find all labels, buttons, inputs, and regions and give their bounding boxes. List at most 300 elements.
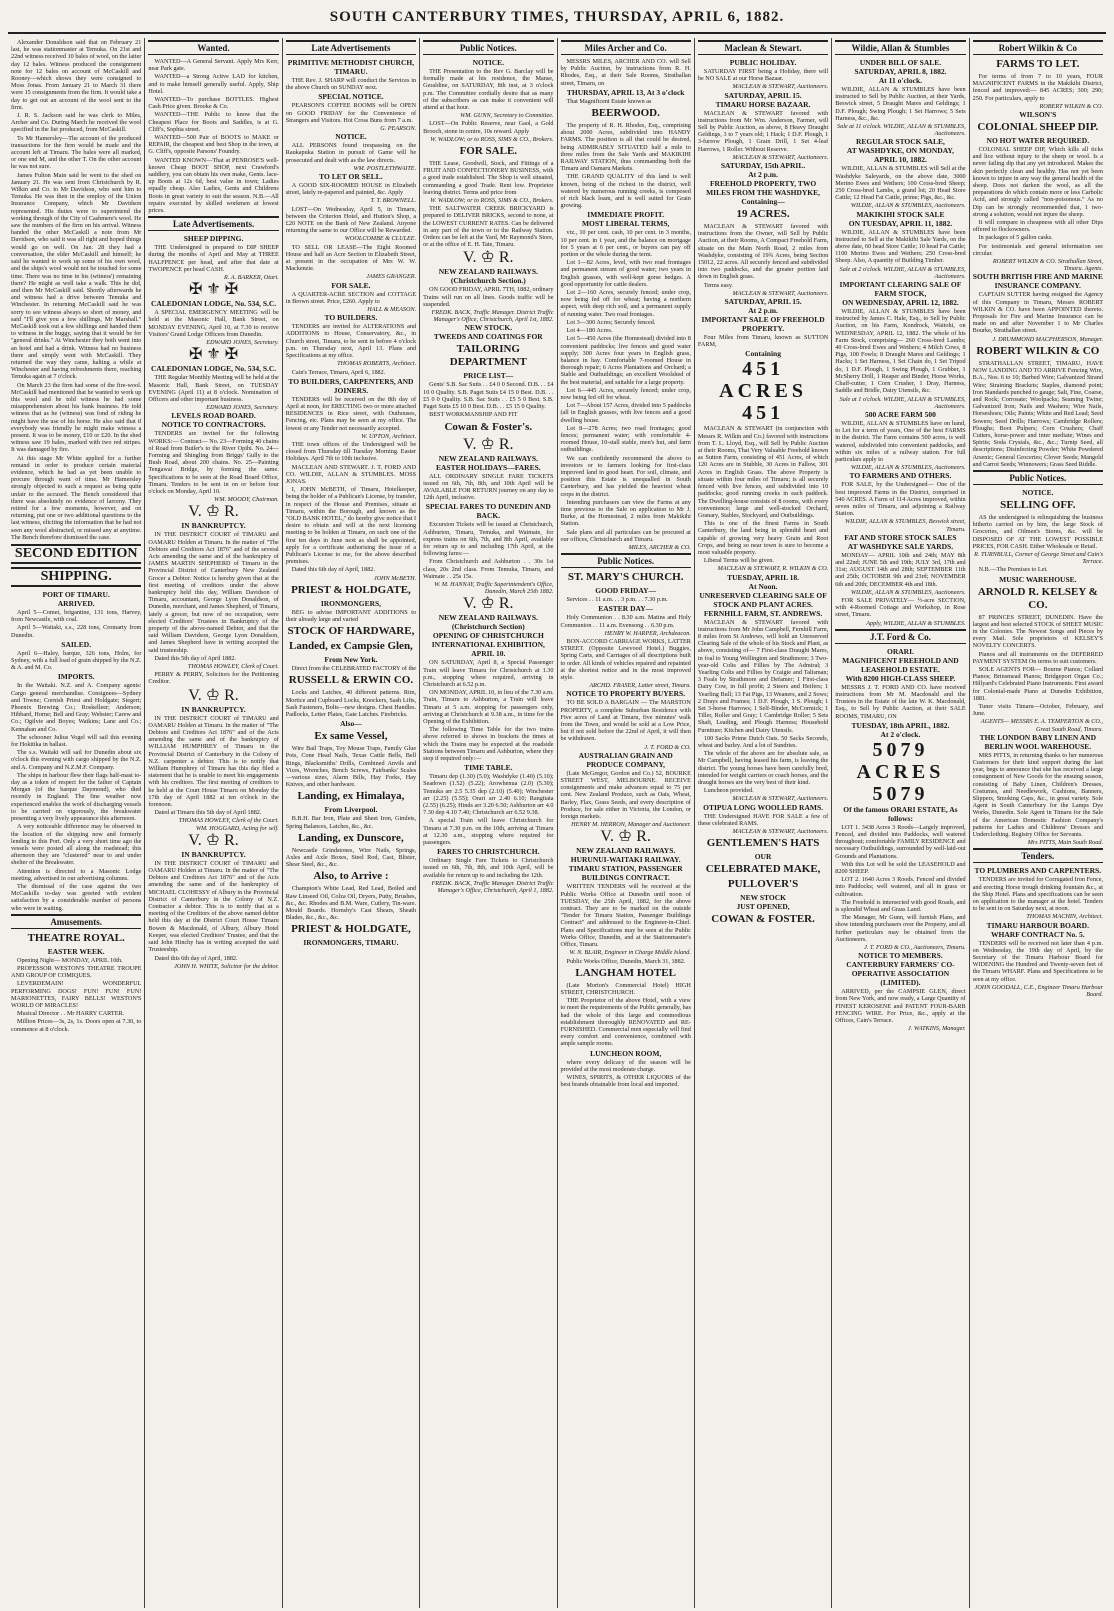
ad-heading: SAILED. bbox=[61, 639, 92, 649]
article-text: FOR SALE, by the Undersigned— One of the best improved Farms in the District, comprised in 540 ACRES. A Farm of 114 Acres improved, within seven miles of Timaru, and adjoining a Railway Station. bbox=[835, 481, 966, 518]
ad-heading: SPECIAL FARES TO DUNEDIN AND BACK. bbox=[425, 502, 551, 521]
display-line: PRIEST & HOLDGATE, bbox=[291, 583, 411, 596]
article-text: THE Undersigned HAVE FOR SALE a few of these celebrated RAMS. bbox=[697, 812, 829, 827]
article-text: Lot 6—445 Acres, securely fenced; under crop, now being fed off for wheat. bbox=[560, 386, 691, 401]
section-heading: Robert Wilkin & Co bbox=[973, 40, 1103, 55]
ad-heading: NOTICE TO MEMBERS. bbox=[858, 951, 943, 961]
ad-heading: FOR SALE. bbox=[331, 280, 371, 290]
article-text: ON MONDAY, APRIL 10, in lieu of the 7.30 a.m. Train, Timaru to Ashburton, a Train will leave Timaru at 5 a.m. stopping for passengers only, arriving at Christchurch at 9.38 a.m., in time for the Opening of the Exhibition. bbox=[423, 689, 554, 725]
article-text: Luncheon provided. bbox=[703, 787, 754, 795]
ad-heading: GOOD FRIDAY— bbox=[595, 586, 657, 596]
display-line: Landing, ex Himalaya, bbox=[297, 790, 405, 803]
display-line: BEERWOOD. bbox=[591, 107, 660, 120]
article-text: ON GOOD FRIDAY, APRIL 7TH, 1882, ordinary Trains will run on all lines. Goods traffic will be suspended. bbox=[423, 286, 554, 308]
article-text: Dated this 6th day of April, 1882. bbox=[154, 954, 238, 962]
section-heading: Wanted. bbox=[148, 40, 278, 55]
article-text: PEARSON'S COFFEE ROOMS will be OPEN on GOOD FRIDAY for the Convenience of Strangers and Visitors. Hot Cross Buns from 7 a.m. bbox=[285, 102, 417, 124]
article-text: The property of R. H. Rhodes, Esq., comprising about 2000 Acres, subdivided into HANDY FARMS. The position is all that could be desired, being ADMIRABLY SITUATED half a mile to three miles from the Sale Yards and MAKIKIHI RAILWAY STATION, thus commanding both the Timaru and Oamaru Markets. bbox=[560, 122, 691, 173]
article-text: The schooner Julius Vogel will sail this evening for Hokitika in ballast. bbox=[11, 733, 142, 749]
display-line: ARNOLD R. KELSEY & CO. bbox=[977, 585, 1098, 611]
section-heading: Late Advertisements bbox=[286, 40, 416, 55]
signature: Mrs PITTS, Main South Road. bbox=[1027, 839, 1103, 847]
article-text: MACLEAN & STEWART favored with instructions from Mr John Campbell, Fernhill Farm, 8 miles from St Andrews, will hold an Unreserved Clearing Sale of the whole of his Stock and Plant, as above, consisting of— 7 First-class Draught Mares, in foal to Young Wellington and Strathmore; 3 Two-year-old Colts and Fillies by The Admiral; 3 Yearling Colts and Fillies by Craigie and Talisman; 3 Foals by Strathmore and Defamer; 1 First-class Dairy Cow, in full profit; 2 Steers and Heifers; 1 Yearling Bull; 13 Fat Pigs, 13 Weaners, and 2 Sows; 2 Drays and Frames; 1 D.F. Plough, 1 S. Plough; 1 Set 3-horse Harrows; 1 Self-Binder, McCormick; 1 Tiller, Roller and Gray; 1 Cambridge Roller; 5 Sets Shaft, Leading, and Plough Harness; Household Furniture; Kitchen and Dairy Utensils. bbox=[697, 618, 829, 734]
section-heading: Public Notices. bbox=[973, 470, 1103, 485]
ad-heading: At 2 p.m. bbox=[748, 170, 778, 180]
ad-heading: OPENING OF CHRISTCHURCH INTERNATIONAL EXHIBITION, APRIL 10. bbox=[431, 631, 545, 659]
article-text: Lot 3—300 Acres; Securely fenced. bbox=[566, 318, 656, 326]
display-line: PULLOVER'S bbox=[727, 878, 799, 891]
signature: WOOLCOMBE & CLULEE. bbox=[344, 235, 417, 243]
article-text: IN THE DISTRICT COURT of TIMARU and OAMARU Holden at Timaru. In the matter of "The Debtors and Creditors Act 1876" and of the Acts amending the same and of the bankruptcy of MICHAEL CLOHESSY of Albury in the Provincial District of Canterbury in the Colony of N.Z. Contractor a debtor. This is to notify that at a meeting of the Creditors of the above named debtor held this day at the District Court House Timaru Bowen & Macdonald, of Albury, Albury Hotel Keeper, was elected Creditors' Trustee, and that the said John Hinchy has in writing accepted the said Trusteeship. bbox=[148, 859, 279, 954]
article-text: SOLE AGENTS FOR— Bourne Pianos; Collard Pianos; Brinsmead Pianos; Bridgeport Organ Co.; Hillyard's Celebrated Piano Instruments. First award for Colonial-made Piano at Dunedin Exhibition, 1881. bbox=[972, 665, 1103, 702]
display-line: SELLING OFF. bbox=[1000, 498, 1076, 511]
article-text: THE Presentation to the Rev G. Barclay will be formally made at his residence, the Manse, Geraldine, on SATURDAY, 8th inst, at 3 o'clock p.m. The Committee cordially desire that as many of the subscribers as can make it convenient will attend at that hour. bbox=[423, 68, 554, 112]
article-text: Tuner visits Timaru—October, February, and June. bbox=[972, 703, 1103, 718]
article-text: At this stage Mr White applied for a further remand in order to produce certain material evidence, which he had as yet been unable to procure through want of time. Mr Hamersley strongly objected to such a request as being quite unfair to the accused. The Bench considered that there was absolutely no evidence of larceny. They retired for a few moments, however, and on returning, put one or two additional questions to the last witness, eliciting the information that he had not seen any wool abstracted, or missed any at anytime. The Bench therefore dismissed the case. bbox=[11, 454, 142, 541]
signature: ROBERT WILKIN & CO. Strathallan Street, Timaru. Agents. bbox=[992, 258, 1103, 273]
signature: HENRY M. HERRON, Manager and Auctioneer. bbox=[571, 821, 691, 829]
ad-heading: THE LONDON BABY LINEN AND BERLIN WOOL WAREHOUSE. bbox=[979, 732, 1097, 751]
article-text: Newcastle Grindstones, Wire Nails, Springs, Axles and Axle Boxes, Steel Rod, Cast, Blister, Shear Steel, &c., &c. bbox=[285, 846, 417, 869]
article-text: WILDIE, ALLAN & STUMBLES have been instructed by James C. Hale, Esq., to Sell by Public Auction, on his Farm, Kondrock, Waitohi, on WEDNESDAY, APRIL 12, 1882. The whole of his Farm Stock, comprising— 260 Cross-bred Lambs; 40 Cross-bred Ewes and Wethers; 4 Milch Cows, 8 Pigs, 100 Fowls; 8 Draught Mares and Geldings; 1 Hacks; 1 Set Harness, 1 Set Chain do, 1 Set Tripod do, 1 D.F. Plough, 1 Swing Plough, 1 Grubber, 1 McSherry Drill, 1 Reaper and Binder, Horse Works, Chaff-cutter, 1 Corn Crusher, 1 Dray, Harness, Saddle and Bridle, Dairy Utensils, &c. bbox=[835, 308, 966, 395]
article-text: WANTED—To purchase BOTTLES. Highest Cash Price given. Brooke & Co. bbox=[148, 96, 279, 111]
section-banner: SECOND EDITION bbox=[11, 544, 141, 564]
article-text: TENDERS are invited for ALTERATIONS and ADDITIONS to House, Conservatory, &c., in Church street, Timaru, to be sent in before 4 o'clock p.m. on Thursday next, April 13. Plans and Specifications at my office. bbox=[285, 323, 417, 360]
article-text: WILDIE, ALLAN & STUMBLES have been instructed to Sell by Public Auction, at their Yards, Beswick street, 5 Draught Mares and Geldings; 1 D.F. Plough; Swing Plough; 1 Set Harrows; 5 Sets Harness, &c., &c. bbox=[835, 86, 966, 122]
display-line: TAILORING DEPARTMENT bbox=[449, 343, 527, 369]
article-text: MESSRS J. T. FORD AND CO. have received instructions from Mr M. Macdonald and the Trustees in the Estate of the late W. K. Macdonald, Esq., to Sell by Public Auction, at their SALE ROOMS, TIMARU, ON bbox=[835, 683, 966, 720]
ad-heading: ON TUESDAY, APRIL 11, 1882. bbox=[848, 218, 953, 228]
ad-heading: CALEDONIAN LODGE, No. 534, S.C. bbox=[150, 299, 277, 309]
signature: WM. POSTLETHWAITE. bbox=[353, 164, 417, 172]
article-text: THE Rev. J. SHARP will conduct the Services in the above Church on SUNDAY next. bbox=[285, 77, 417, 92]
ad-heading: TO LET OR SELL. bbox=[319, 172, 383, 182]
ad-heading: EASTER DAY— bbox=[598, 604, 654, 614]
article-text: From Christchurch and Ashburton . . 30s 1st class, 20s 2nd class. From Temuka, Timaru, and Waimate . . 25s 15s. bbox=[423, 558, 554, 580]
ad-heading: From Liverpool. bbox=[324, 805, 378, 815]
article-text: To Mr Hamersley—The account of the produced transactions for the firm would be made and the account left at Timaru. The bales were all marked, or one end M, and the other T. On the other account he was not sure. bbox=[11, 134, 142, 171]
article-text: James Fulton Main said he went to the shed on January 21. He was sent from Christchurch by R. Wilkin and Co. to Mr Davidson, who sent him to Temuka. He was then in the employ of the Union Insurance Company, which Mr Davidson represented. His duties were to superintend the working through of the City of Cashmere's wool. He saw the numbers of the firm on his arrival. Witness handed the other McCaskill a note from Mr Davidson, who said it was all right and hoped things would go on well. On Jan. 28 they had a conversation, the elder McCaskill and himself; he said he wanted to work up some of his own wool, and the ships's wool would not be touched for some time. There was no time in his (witness') remaining there? He might as well take a walk. This he did, and then Mr McCaskill said. Shortly afterwards he and witness had a drive between Temuka and Winchester. In returning McCaskill said he was sorry to see witness always so short of money, and said "I'll give you a few shillings, Mr Marshall." McCaskill took out a few shillings and handed them to witness in the buggy, saying that it would be for "general drinks." At Winchester they both went into an hotel and had a drink. Witness had no business there and simply went with McCaskill. They returned the way they came, halting a while at Winchester and having refreshments there, reaching Temuka again at 7 o'clock. bbox=[11, 171, 142, 381]
royal-crest-icon: ✠ ⚜ ✠ bbox=[188, 346, 239, 364]
article-text: For testimonials and general information see circular. bbox=[972, 242, 1103, 257]
article-text: THE Lease, Goodwill, Stock, and Fittings of a FRUIT AND CONFECTIONERY BUSINESS, with a good trade established. The Shop is well situated, commanding a good Trade. Rent low. Proprietor leaving district. Terms and price from bbox=[423, 160, 554, 196]
article-text: A QUARTER-ACRE SECTION and COTTAGE in Brown street. Price, £260. Apply to bbox=[285, 290, 417, 305]
signature: J. WATKINS, Manager. bbox=[908, 1025, 966, 1033]
column-2 bbox=[145, 38, 282, 1608]
signature: WILDIE, ALLAN & STUMBLES, Auctioneers. bbox=[850, 464, 966, 472]
ad-heading: (Christchurch Section) bbox=[451, 622, 525, 632]
acreage-figure: 451 ACRES 451 bbox=[719, 358, 807, 425]
signature: WILDIE, ALLAN & STUMBLES, Auctioneers. bbox=[850, 202, 966, 210]
article-text: Alexander Donaldson said that on February 21 last, he was stationmaster at Temuka. On 21st and 22nd witness received 10 bales of wool, on the latter day 12 bales. Witness produced the consignment note for 12 bales on account of McCaskill and Rooney—which shows they were consigned to Moss Jonas. From January 21 to March 31 there were 15 consignments from the firm. It would take a day to get out an account of the wool sent to the firm. bbox=[11, 39, 142, 111]
article-text: THE Regular Monthly Meeting will be held at the Masonic Hall, Bank Street, on TUESDAY EVENING (April 11) at 8 o'clock. Nomination of Officers and other important business. bbox=[148, 374, 279, 403]
section-heading: Maclean & Stewart. bbox=[698, 40, 828, 55]
ad-heading: TIMARU STATION, PASSENGER BUILDINGS CONTRACT. bbox=[568, 864, 683, 883]
signature: JOHN H. WHITE, Solicitor for the debtor. bbox=[174, 962, 279, 970]
article-text: This is one of the finest Farms in South Canterbury, the land being in splendid heart and capable of growing very heavy Grain and Root Crops, and being so near town is sure to become a most valuable property. bbox=[697, 520, 829, 556]
ad-heading: PORT OF TIMARU. bbox=[42, 590, 110, 600]
article-text: Lot 2—160 Acres, securely fenced; under crop, now being fed off for wheat; having a northern aspect, with deep rich soil, and a permanent supply of running water. Two road frontages. bbox=[560, 289, 691, 318]
article-text: Liberal Terms will be given. bbox=[703, 557, 774, 565]
ad-heading: MUSIC WAREHOUSE. bbox=[999, 574, 1077, 584]
ad-heading: NEW ZEALAND RAILWAYS. bbox=[576, 846, 676, 856]
royal-crest-icon: ✠ ⚜ ✠ bbox=[188, 281, 239, 299]
article-text: Opening Night— MONDAY, APRIL 10th. bbox=[17, 956, 123, 964]
article-text: PERRY & PERRY, Solicitors for the Petitioning Creditor. bbox=[148, 671, 279, 686]
ad-heading: TO BUILDERS. bbox=[324, 313, 378, 323]
signature: THOMAS MACHIN, Architect. bbox=[1026, 913, 1103, 921]
signature: THOMAS HOWLEY, Clerk of the Court. bbox=[178, 817, 279, 825]
signature: Sale at 11 o'clock. WILDIE, ALLAN & STUMBLES, Auctioneers. bbox=[837, 123, 966, 138]
signature: Apply, WILDIE, ALLAN & STUMBLES. bbox=[866, 619, 966, 627]
article-text: THE SALTWATER CREEK BRICKYARD is prepared to DELIVER BRICKS, second to none, at the LOWEST CURRENT RATES. Can be delivered in any part of the town or to the Railway Station. Orders can be left at the Yard, Mr Raymond's Store, or at the office of E. H. Tate, Timaru. bbox=[423, 205, 554, 249]
signature: MACLEAN & STEWART, R. WILKIN & CO. bbox=[717, 565, 829, 573]
article-text: MACLEAN & STEWART favored with instructions from the Owner, will Sell by Public Auction, at their Rooms, A Compact Freehold Farm, situate on the Main North Road, 2 miles from Washdyke, consisting of 19¾ Acres, being Section 15012, 22 acres. All securely fenced and subdivided into two paddocks, and the greater portion laid down in English grass. bbox=[697, 223, 829, 281]
ad-heading: At 2 p.m. bbox=[748, 306, 778, 316]
article-text: MRS PITTS, in returning thanks to her numerous Customers for their kind support during the last year, begs to announce that she has received a large consignment of New Goods for the ensuing season, consisting of Baby Linen, Children's Dresses, Costumes, and Needlework, Cushions, Banners, Slippers, Smoking Caps, &c., in great variety. Sole Agent in South Canterbury for the Lamps Dye Works, Dunedin. Sole Agent in Timaru for the Sale of the American Domestic Fashion Company's patterns for Ladies and Childrens' Dresses and Underclothing. Registry Office for Servants. bbox=[972, 751, 1103, 839]
article-text: LOST—On Public Reserve, near Gaol, a Gold Brooch, stone in centre, 10s reward. Apply bbox=[423, 120, 554, 135]
signature: MACLEAN & STEWART, Auctioneers. bbox=[732, 795, 829, 803]
article-text: COLONIAL SHEEP DIP, Which kills all ticks and lice without injury to the sheep or wool. Is a never failing dip that any yet introduced. Makes the skin perfectly clean and healthy. Has not yet been known to injure in any way the general health of the sheep. Does not darken the wool, as all the preparations do which contain more or less Carbolic Acid, and strongly called "non-poisonous." As no Dip can be strongly recommended that, 1 two-strong a solution, would not injure the sheep. bbox=[972, 146, 1103, 218]
display-line: LANGHAM HOTEL bbox=[575, 966, 676, 979]
ad-heading: LUNCHEON ROOM, bbox=[590, 1048, 662, 1058]
article-text: Million Prices—3s, 2s, 1s. Doors open at 7.30, to commence at 8 o'clock. bbox=[11, 1018, 142, 1033]
signature: T. T. BROWNELL. bbox=[370, 197, 417, 205]
article-text: Excursion Tickets will be issued at Christchurch, Ashburton, Timaru, Temuka, and Waimate, for express trains on 6th, 7th, and 8th April, available for return up to and including 17th April, at the following fares:— bbox=[423, 521, 554, 558]
ad-heading: TIME TABLE. bbox=[464, 763, 513, 773]
ad-heading: LEVELS ROAD BOARD. bbox=[171, 411, 256, 421]
display-line: Ex same Vessel, bbox=[314, 730, 388, 743]
article-text: Four Miles from Timaru, known as SUTTON FARM, bbox=[697, 334, 829, 349]
ad-heading: (Christchurch Section.) bbox=[450, 276, 526, 286]
signature: FREDK. BACK, Traffic Manager. District Traffic Manager's Office, Christchurch, April 1, 1882. bbox=[431, 879, 554, 895]
article-text: J. R. S. Jackson said he was clerk to Miles, Archer and Co. During March he received the wool specified in the list produced, from McCaskill. bbox=[11, 112, 142, 134]
display-line: 19 ACRES. bbox=[736, 208, 790, 221]
signature: EDWARD JONES, Secretary. bbox=[206, 404, 279, 412]
royal-crest-icon: V. ♔ R. bbox=[600, 828, 651, 846]
section-heading: Amusements. bbox=[11, 914, 141, 929]
article-text: 87 PRINCES STREET, DUNEDIN. Have the largest and best selected STOCK of SHEET MUSIC in the Colonies. The Newest Songs and Pieces by every Mail. Sole proprietors of KELSEY'S NOVELTY CONCERTS. bbox=[972, 613, 1103, 650]
article-text: 100 Sacks Prime Dutch Oats. 50 Sacks Seconds, wheat and barley. And a lot of Sundries. bbox=[697, 734, 829, 749]
ad-heading: CALEDONIAN LODGE, No. 534, S.C. bbox=[150, 364, 277, 374]
article-text: where every delicacy of the season will be provided at the most moderate charge. bbox=[560, 1058, 691, 1073]
signature: THOMAS HOWLEY, Clerk of Court. bbox=[187, 663, 279, 670]
ad-heading: NEW STOCK bbox=[740, 893, 786, 903]
ad-heading: SPECIAL NOTICE. bbox=[318, 92, 384, 102]
article-text: LOST—On Wednesday, April 5, in Timaru, between the Criterion Hotel, and Hutton's Shop, a £20 NOTE on the Bank of New Zealand. Anyone returning the same to our Office will be Rewarded. bbox=[285, 205, 417, 235]
signature: WILDIE, ALLAN & STUMBLES, Beswick street, Timaru. bbox=[844, 518, 966, 533]
article-text: Attention is directed to a Masonic Lodge meeting, advertised in our advertising columns. bbox=[11, 867, 142, 882]
ad-heading: AUSTRALIAN GRAIN AND PRODUCE COMPANY, bbox=[578, 750, 673, 769]
article-text: The dismissal of the case against the two McCaskills to-day was greeted with evident satisfaction by a considerable number of persons who were in waiting. bbox=[11, 882, 142, 912]
ad-heading: WHARF CONTRACT No. 5. bbox=[991, 929, 1085, 939]
section-heading: Late Advertisements. bbox=[148, 216, 278, 231]
article-text: Champion's White Lead, Red Lead, Boiled and Raw Linseed Oil, Colza Oil, Dryers, Putty, Brushes, &c., &c. Rhodes and B.M. Ware, Cutlery, Tin-ware. Mould Boards. Hornsby's Cast Shears, Sheath Blades, &c., &c., &c. bbox=[285, 885, 417, 922]
article-text: Pianos and all instruments on the DEFERRED PAYMENT SYSTEM On terms to suit customers. bbox=[972, 650, 1103, 665]
signature: HENRY W. HARPER, Archdeacon. bbox=[604, 629, 691, 637]
article-text: Cain's Terrace, Timaru, April 6, 1882. bbox=[291, 368, 386, 376]
ad-heading: Containing bbox=[745, 349, 781, 359]
article-text: WINES, SPIRITS, & OTHER LIQUORS of the best brands obtainable from local and imported. bbox=[560, 1073, 691, 1089]
display-line: THEATRE ROYAL. bbox=[27, 931, 125, 944]
article-text: CAPTAIN SUTTER having resigned the Agency of this Company in Timaru, Messrs ROBERT WILKIN & CO. have been APPOINTED thereto. Proposals for Fire and Marine Insurance can be made on and after November 1 to Mr Charles Bourke, Strathallan street. bbox=[972, 291, 1103, 335]
signature: G. PEARSON. bbox=[380, 125, 417, 133]
ad-heading: ORARI. bbox=[886, 646, 914, 656]
ad-heading: SOUTH BRITISH FIRE AND MARINE INSURANCE COMPANY. bbox=[972, 272, 1103, 291]
ad-heading: IMMEDIATE PROFIT. bbox=[587, 210, 665, 220]
signature: R. A. BARKER, Otari. bbox=[224, 274, 279, 282]
article-text: LEVERDEMAIN! WONDERFUL PERFORMING DOGS! FUN! FUN! FUN! MARIONETTES, FAIRY BELLS! WESTON'S WORLD OF MIRACLES! bbox=[11, 980, 142, 1009]
royal-crest-icon: V. ♔ R. bbox=[463, 595, 514, 613]
ad-heading: OUR bbox=[754, 852, 772, 862]
article-text: TENDERS are invited for Corrugated Iron Fence, and erecting Horse trough drinking fountain &c., at the Ship Hotel. Plans and specifications can be seen on application to the manager at the hotel. Tenders to be sent in on Saturday next, at noon. bbox=[972, 876, 1103, 913]
article-text: ARRIVED, per the CAMPSIE GLEN, direct from New York, and now ready, a Large Quantity of FINEST KEROSENE and PATENT FOUR-BARB FENCING WIRE. For Price, &c., apply at the Offices, Cain's Terrace. bbox=[835, 988, 966, 1025]
article-text: A very noticeable difference may be observed in the location of the shipping now and formerly lending to this Port. Only a very short time ago the vessels were posted all along the roadstead; this afternoon they are "clustered" near to and under shelter of the Breakwater. bbox=[11, 823, 142, 867]
royal-crest-icon: V. ♔ R. bbox=[463, 435, 514, 453]
ad-heading: SHEEP DIPPING. bbox=[183, 234, 244, 244]
ad-heading: UNRESERVED CLEARING SALE OF STOCK AND PLANT ACRES. bbox=[699, 590, 827, 609]
article-text: WANTED KNOWN—That at PENROSE'S well-known Cheap BOOT SHOP, next Crawford's saddlery, you can obtain his own make, Gents. lace-up Boots at 12s 6d, best value in town; Ladies equally cheap. Also Ladies, Gents and Childrens Boots in great variety to suit the season. N.B.—All repairs executed by skilled workmen at lowest prices. bbox=[148, 156, 279, 215]
display-line: COLONIAL SHEEP DIP. bbox=[977, 121, 1099, 134]
column-6 bbox=[695, 38, 832, 1608]
article-text: Musical Director . . Mr HARRY CARTER. bbox=[17, 1010, 125, 1018]
article-text: Gents' S.B. Sac Suits . . £4 0 0 Second. D.B. . . £4 10 0 Quality. S.B. Paget Suits £4 15 0 Best. D.B. . . £5 0 0 Quality. S.B. Sac Suits . . £5 5 0 Best. S.B. Paget Suits £5 10 0 Best. D.B. . . £5 15 0 Quality. bbox=[423, 381, 554, 411]
article-text: (Late McGregor, Gordon and Co.) 52, BOURKE STREET WEST, MELBOURNE. RECEIVE consignments and make advances equal to 75 per cent. New Zealand Produce, such as Oats, Wheat, Barley, Flax, Grass Seeds, and every description of Produce, for sale either in Victoria, the London, or foreign markets. bbox=[560, 769, 691, 821]
ad-heading: NEW ZEALAND RAILWAYS. bbox=[438, 613, 538, 623]
display-line: Landing, ex Dunscore, bbox=[298, 831, 404, 844]
article-text: The Manager, Mr Gunn, will furnish Plans, and show intending purchasers over the Property, and all further particulars may be obtained from the Auctioneers. bbox=[835, 914, 966, 943]
article-text: PROFESSOR WESTON'S THEATRE TROUPE AND GROUP OF COMIQUES. bbox=[11, 964, 142, 980]
ad-heading: PRICE LIST— bbox=[463, 371, 514, 381]
ad-heading: FAT AND STORE STOCK SALES bbox=[844, 532, 957, 542]
article-text: I, JOHN McBETH, of Timaru, Hotelkeeper, being the holder of a Publican's License, by transfer, in respect of the House and Premises, situate at Timaru, within the Borough, and known as the "OLD BANK HOTEL," do hereby give notice that I desire to obtain and will at the next licensing meeting to be holden at Timaru, on such one of the first ten days in June next as shall be appointed, apply for a certificate authorising the issue of a Publican's License to me, for the above described premises. bbox=[285, 486, 417, 566]
ad-heading: TUESDAY, APRIL 18. bbox=[727, 572, 800, 582]
article-text: The following Time Table for the two trains above referred to shows in brackets the times at which the Trains may be expected at the roadside Stations between Timaru and Ashburton, where they stop if required only:— bbox=[423, 726, 554, 762]
ad-heading: IMPORTANT SALE OF FREEHOLD PROPERTY. bbox=[701, 315, 825, 334]
display-line: ROBERT WILKIN & CO bbox=[976, 344, 1100, 357]
ad-heading: IMPORTS. bbox=[57, 672, 95, 682]
ad-heading: NEW ZEALAND RAILWAYS. bbox=[438, 267, 538, 277]
article-text: The s.s. Waitaki will sail for Dunedin about six o'clock this evening with cargo shipped by the N.Z. and A. Company and N.Z.M.F. Company. bbox=[11, 749, 142, 771]
column-5 bbox=[558, 38, 695, 1608]
article-text: Lot 7—About 157 Acres, divided into 5 paddocks (all in English grasses, with live fences and a good dwelling house. bbox=[560, 402, 691, 424]
section-heading: Wildie, Allan & Stumbles bbox=[835, 40, 965, 55]
ad-heading: FARES TO CHRISTCHURCH. bbox=[437, 847, 540, 857]
section-banner: SHIPPING. bbox=[11, 567, 141, 587]
signature: JAMES GRANGER. bbox=[366, 273, 417, 281]
article-text: WILDIE, ALLAN & STUMBLES have been instructed to Sell at the Makikihi Sale Yards, on the above date, 60 head Store Cattle; 10 head Fat Cattle; 1100 Merino Ewes and Wethers; 250 Cross-bred Sheep. Also, A quantity of Building Timber. bbox=[835, 228, 966, 265]
signature: WILDIE, ALLAN & STUMBLES, Auctioneers. bbox=[850, 588, 966, 596]
ad-heading: NOTICE TO CONTRACTORS. bbox=[161, 420, 266, 430]
ad-heading: MAKIKIHI STOCK SALE bbox=[856, 209, 945, 219]
ad-heading: NEW ZEALAND RAILWAYS. bbox=[438, 453, 538, 463]
ad-heading: NOTICE. bbox=[335, 132, 367, 142]
article-text: WANTED—a Strong Active LAD for kitchen, and to make himself generally useful. Apply, Ship Hotel. bbox=[148, 73, 279, 95]
article-text: April 6—Haley, barque, 326 tons, Holm, for Sydney, with a full load of grain shipped by the N.Z. & A. and M. Co. bbox=[11, 649, 142, 672]
ad-heading: NO HOT WATER REQUIRED. bbox=[986, 136, 1090, 146]
article-text: WRITTEN TENDERS will be received at the Public Works Office at Dunedin until noon of TUESDAY, the 25th April, 1882, for the above contract. They are to be marked on the outside "Tender for Timaru Station, Passenger Buildings Contract" and addressed to the Engineer-in-Chief. Plans and Specifications may be seen at the Public Works Office, Dunedin, and at the Stationmaster's Office, Timaru. bbox=[560, 883, 691, 949]
article-text: The whole of the above are for absolute sale, as Mr Campbell, having leased his farm, is leaving the district. The young horses have been carefully bred, intended for weight carriers or coach horses, and the draught horses are the very best of their kind. bbox=[697, 750, 829, 786]
article-text: WILDIE, ALLAN & STUMBLES have on hand, to Let for a term of years, One of the best FARMS in the district. The Farm contains 500 acres, is well watered, subdivided into convenient paddocks, and within six miles of a railway station. For full particulars apply to bbox=[835, 419, 966, 463]
signature: MACLEAN & STEWART, Auctioneers. bbox=[732, 828, 829, 836]
signature: W. WADLOW; or to ROSS, SIMS & CO., Brokers. bbox=[430, 197, 554, 205]
signature: Sale at 1 o'clock. WILDIE, ALLAN & STUMBLES, Auctioneers. bbox=[839, 395, 966, 410]
article-text: WANTED—500 Pair of BOOTS to MAKE or REPAIR, the cheapest and best Shop in the town, at G. Cliff's, opposite Parsons' Foundry. bbox=[148, 134, 279, 156]
ad-heading: FERNHILL FARM, ST. ANDREWS. bbox=[703, 608, 823, 618]
ad-heading: TO BUILDERS, CARPENTERS, AND JOINERS. bbox=[288, 376, 414, 395]
ad-heading: EASTER HOLIDAYS—FARES. bbox=[436, 462, 541, 472]
article-text: TENDERS are invited for the following WORKS:— Contract— No. 23—Forming 40 chains of Road from Butler's to the River Opihi. No. 24—Forming and Shingling from Briggs' Gully to the Bush Road, about 200 chains. No. 25—Painting Tengawai Bridge, by forming the same. Specifications to be seen at the Road Board Office, Timaru. Tenders to be sent in on or before four o'clock on Monday, April 10. bbox=[148, 430, 279, 495]
columns-container bbox=[8, 38, 1106, 1608]
ad-heading: Containing— bbox=[741, 197, 785, 207]
article-text: A GOOD SIX-ROOMED HOUSE in Elizabeth street, lately re-papered and painted, &c. Apply bbox=[285, 182, 417, 197]
ad-heading: SATURDAY, 15th APRIL. bbox=[720, 161, 806, 171]
signature: FREDK. BACK, Traffic Manager. District Traffic Manager's Office, Christchurch, April 1st, 1882. bbox=[431, 309, 554, 324]
ad-heading: FREEHOLD PROPERTY, TWO MILES FROM THE WASHDYKE, bbox=[706, 179, 821, 198]
ad-heading: EASTER WEEK. bbox=[47, 946, 105, 956]
article-text: THE GRAND QUALITY of this land is well known, being of the richest in the district, well watered by numerous running creeks, is composed of rich black loam, and is well suited for Grain growing. bbox=[560, 173, 691, 210]
article-text: IN THE DISTRICT COURT of TIMARU and OAMARU Holden at Timaru. In the matter of "The Debtors and Creditors Act 1876" and of the several Acts amending the same and of the bankruptcy of JAMES MARTIN SHEPHERD of Timaru in the Provincial District of Canterbury New Zealand Grocer a Debtor. Notice is hereby given that at the first meeting of creditors under the above bankruptcy held this day, William Davidson of Timaru, accountant, George Lyon Donaldson, of Dunedin, merchant, and James Shepherd, of Timaru, lately a grocer, but now of no occupation, were elected Creditors' Trustees in Bankruptcy of the property of the above-named Debtor, and that the said William Davidson, George Lyon Donaldson, and James Shepherd have in writing accepted the said trusteeship. bbox=[148, 531, 279, 654]
article-text: For terms of from 7 to 10 years, FOUR MAGNIFICENT FARMS in the Makikihi District, fenced and improved:— 845 ACRES; 300; 290; 250. For particulars, apply to bbox=[972, 73, 1103, 102]
article-text: B.B.H. Bar Iron, Plate and Sheet Iron, Gimlets, Spring Balances, Latches, &c., &c. bbox=[285, 815, 417, 830]
ad-heading: PUBLIC HOLIDAY. bbox=[729, 58, 797, 67]
signature: J. DRUMMOND MACPHERSON, Manager. bbox=[992, 335, 1103, 343]
signature: J. T. FORD & CO., Auctioneers, Timaru. bbox=[864, 944, 966, 952]
royal-crest-icon: V. ♔ R. bbox=[463, 249, 514, 267]
article-text: Wire Bail Traps, Toy Mouse Traps, Family Glue Pots, Cone Head Nails, Texas Cattle Bells, Bell Rings, Blacksmiths' Drills, Combined Anvils and Vices, Wrenches, Bench Screws, Fairbanks' Scales—various sizes, Alarm Bills, Hay Forks, Hay Knives, and other hardware. bbox=[285, 745, 417, 789]
display-line: FARMS TO LET. bbox=[996, 58, 1080, 70]
article-text: WANTED—THE Public to know that the Cheapest Place for Boots and Saddles, is at G. Cliff's, Sophia street. bbox=[148, 111, 279, 133]
column-3 bbox=[283, 38, 420, 1608]
article-text: BEG to advise IMPORTANT ADDITIONS to their already large and varied bbox=[285, 608, 417, 623]
signature: HALL & MEASON. bbox=[367, 306, 417, 314]
display-line: STOCK OF HARDWARE, bbox=[287, 625, 415, 638]
ad-heading: Of the famous ORARI ESTATE, As follows: bbox=[843, 804, 958, 823]
signature: Sale at 2 o'clock. WILDIE, ALLAN & STUMBLES, Auctioneers. bbox=[839, 265, 966, 280]
article-text: Lot 1—82 Acres, level, with two road frontages and permanent stream of good water; two years in English grasses, with well-kept gorse hedges. A good opportunity for cattle dealers. bbox=[560, 259, 691, 288]
ad-heading: UNDER BILL OF SALE. bbox=[859, 58, 942, 67]
article-text: The Freehold is intersected with good Roads, and is splendid Wheat and Grass Land. bbox=[835, 898, 966, 914]
ad-heading: NOTICE. bbox=[472, 58, 505, 67]
article-text: Terms easy. bbox=[703, 281, 733, 289]
royal-crest-icon: V. ♔ R. bbox=[188, 503, 239, 521]
article-text: ALL ORDINARY SINGLE FARE TICKETS issued on 6th, 7th, 8th, and 10th April will be AVAILABLE FOR RETURN journey on any day to 12th April, inclusive. bbox=[423, 472, 554, 502]
signature: WM. MOODY, Chairman. bbox=[214, 496, 279, 504]
article-text: We can confidently recommend the above to investors or to farmers looking for first-class improved land in good heart. For soil, climate, and position this Estate is unequalled in South Canterbury, and has yielded the heaviest wheat crops in the district. bbox=[560, 454, 691, 498]
ad-heading: TIMARU HORSE BAZAAR. bbox=[715, 99, 811, 109]
article-text: AS the undersigned is relinquishing the business hitherto carried on by him, the large Stock of Groceries, and Oilmen's Stores, &c. will be DISPOSED OF AT THE LOWEST POSSIBLE PRICES, FOR CASH. Either Wholesale or Retail. bbox=[972, 513, 1103, 550]
ad-heading: TWEEDS AND COATINGS FOR bbox=[433, 332, 543, 342]
article-text: With this Lot will be sold the LEASEHOLD and 8200 SHEEP. bbox=[835, 860, 966, 876]
article-text: On March 23 the firm had some of the fire-wool. McCaskill had mentioned that he wanted to work up this wool and he told witness he had some misapprehension about his bank business. He told witness that as he (witness) was fond of riding he might have the use of his horse. He also said that if everybody was friendly he might make witness a present. It was to be money, £10 or £20. In the shed witness saw 19 bales, marked with two red stripes. It was damaged by fire. bbox=[11, 381, 142, 454]
article-text: Dated this 5th day of April 1882. bbox=[154, 654, 237, 662]
article-text: Locks and Latches, 40 different patterns. Rim, Mortice and Cupboard Locks, Knockers, Sash Lifts, Sash Fasteners, Bolts—new designs. Chest Handles. Padlocks, Letter Plates, Gate Latches. Firebricks. bbox=[285, 689, 417, 718]
ad-heading: IN BANKRUPTCY. bbox=[181, 849, 246, 859]
ad-heading: At 11 o'clock. bbox=[878, 76, 922, 85]
article-text: MESSRS MILES, ARCHER AND CO. will Sell by Public Auction, by instructions from R. H. Rhodes, Esq., at their Sale Rooms, Strathallan street, Timaru, on bbox=[560, 58, 691, 87]
article-text: MACLEAN & STEWART favored with instructions from Mr Wm. Anderson, Farmer, will Sell by Public Auction, as above, 8 Heavy Draught Geldings, 3 to 7 years old; 1 Hack; 1 D.F. Plough, 1 3-furrow Plough, 1 Grain Drill, 1 Set 4-leaf Harrows, 1 Roller. Without Reserve. bbox=[697, 109, 829, 153]
ad-heading: At Noon. bbox=[748, 581, 778, 591]
article-text: Public Works Office, Dunedin, March 31, 1882. bbox=[566, 957, 686, 965]
display-line: ST. MARY'S CHURCH. bbox=[567, 571, 684, 584]
article-text: LOT 1. 3438 Acres 3 Roods—Largely improved, Fenced, and divided into Paddocks, well watered throughout; comfortable FAMILY RESIDENCE and necessary Outbuildings, surrounded by well-laid-out Grounds and Plantations. bbox=[835, 823, 966, 860]
ad-heading: At 2 o'clock. bbox=[880, 729, 921, 739]
article-text: THE Undersigned is prepared to DIP SHEEP during the months of April and May at THREE HALFPENCE per head, and after that date at TWOPENCE per head CASH. bbox=[148, 244, 279, 273]
signature: MACLEAN & STEWART, Auctioneers. bbox=[732, 289, 829, 297]
article-text: Lot 5—450 Acres (the Homestead) divided into 8 convenient paddocks; live fences and good water supply; 300 Acres four years in English grass, balance in hay. Comfortable 7-roomed House in thorough repair; 6 Acres Plantations and Orchard; a Stable and Outbuildings; an excellent Woolshed of the best material, and suitable for a large property. bbox=[560, 335, 691, 386]
ad-heading: IN BANKRUPTCY. bbox=[181, 704, 246, 714]
display-line: PRIEST & HOLDGATE, bbox=[291, 923, 411, 936]
ad-heading: PRIMITIVE METHODIST CHURCH, TIMARU. bbox=[287, 58, 415, 76]
article-text: Lot 4—180 Acres. bbox=[566, 327, 613, 335]
section-heading: Tenders. bbox=[973, 848, 1103, 863]
section-heading: Miles Archer and Co. bbox=[561, 40, 691, 55]
ad-heading: MOST LIBERAL TERMS, bbox=[581, 219, 670, 229]
ad-heading: MAGNIFICENT FREEHOLD AND LEASEHOLD ESTATE. bbox=[842, 655, 959, 674]
signature: MACLEAN & STEWART, Auctioneers. bbox=[732, 83, 829, 91]
display-line: Also, to Arrive : bbox=[313, 870, 389, 883]
display-line: Cowan & Foster's. bbox=[444, 420, 533, 433]
ad-heading: IMPORTANT CLEARING SALE OF FARM STOCK, bbox=[839, 280, 962, 299]
signature: JOHN GOODALL, C.E., Engineer Timaru Harbour Board. bbox=[974, 983, 1103, 999]
ad-heading: 500 ACRE FARM 500 bbox=[864, 409, 936, 419]
ad-heading: WILSON'S bbox=[1019, 110, 1057, 120]
article-text: Lot 8—278 Acres; two road frontages; good fences; permanent water; with comfortable 4-roomed House, 10-stall stable, men's hut, and farm outbuildings. bbox=[560, 424, 691, 454]
article-text: ON SATURDAY, April 8, a Special Passenger Train will leave Timaru for Christchurch at 1.30 p.m., stopping where required, arriving in Christchurch at 6.52 p.m. bbox=[423, 659, 554, 688]
ad-heading: With 8200 HIGH-CLASS SHEEP. bbox=[845, 673, 956, 683]
ad-heading: NOTICE. bbox=[1022, 487, 1054, 497]
display-line: Landed, ex Campsie Glen, bbox=[289, 640, 413, 653]
ad-heading: TO PLUMBERS AND CARPENTERS. bbox=[974, 866, 1102, 876]
article-text: Holy Communion . . 8.30 a.m. Matins and Holy Communion . . 11 a.m. Evensong . . 6.30 p.m. bbox=[560, 614, 691, 629]
signature: R. TURNBULL, Corner of George Street and Cain's Terrace. bbox=[974, 550, 1103, 566]
ad-heading: ON WEDNESDAY, APRIL 12, 1882. bbox=[842, 298, 959, 308]
article-text: Intending purchasers can view the Farms at any time previous to the Sale on application to Mr J. Burke, at the Homestead, 2 miles from Makikihi Station. bbox=[560, 498, 691, 528]
column-1 bbox=[8, 38, 145, 1608]
article-text: LOT 2. 1640 Acres 3 Roods. Fenced and divided into Paddocks; well watered, and all in grass or cultivation. bbox=[835, 876, 966, 898]
signature: MILES, ARCHER & CO. bbox=[628, 543, 691, 551]
ad-heading: SATURDAY, APRIL 15. bbox=[724, 90, 802, 100]
column-7 bbox=[832, 38, 969, 1608]
masthead-title: SOUTH CANTERBURY TIMES, THURSDAY, APRIL 6, 1882. bbox=[8, 6, 1106, 34]
signature: JOHN McBETH. bbox=[373, 574, 417, 582]
acreage-figure: 5079 ACRES 5079 bbox=[856, 738, 945, 805]
signature: ARCHD. FRASER, Latter street, Timaru. bbox=[589, 682, 691, 690]
article-text: THE town offices of the Undersigned will be closed from Thursday till Tuesday Morning. Easter Holidays. April 7th to 10th inclusive. bbox=[285, 440, 417, 463]
article-text: In the Waitaki. N.Z. and A. Company agents: Cargo general merchandise. Consignees—Sydney and Towne; Cornish Priest and Holdgate; Siegert; Phoenix Brewing Co.; Roskelleer; Anderson; Hibbard, Horne; Bell and Gray; Webster; Carew and Co.; Ogilvie and Boyes; Watkins; Lane and Co.; Kennahan and Co. bbox=[11, 682, 142, 733]
ad-heading: Also— bbox=[340, 719, 362, 729]
ad-heading: OTIPUA LONG WOOLLED RAMS. bbox=[703, 802, 823, 812]
article-text: FOR SALE PRIVATELY— ½-acre SECTION, with 4-Roomed Cottage and Workshop, in Rose street, Timaru. bbox=[835, 596, 966, 619]
article-text: viz., 10 per cent. cash, 10 per cent. in 3 months, 10 per cent. in 1 year, and the balance on mortgage for 5 years at 6 per cent., or buyers can pay off portion or the whole during the term. bbox=[560, 229, 691, 259]
article-text: N.B.—The Premises to Let. bbox=[978, 566, 1048, 574]
article-text: BON-ACCORD CARRIAGE WORKS, LATTER STREET. (Opposite Lewvood Hotel.) Buggies, Spring Carts, and Carriages of all descriptions built to order. All kinds of vehicles repaired and repainted at the shortest notice and in the most improved style. bbox=[560, 638, 691, 682]
article-text: IN THE DISTRICT COURT of TIMARU and OAMARU Holden at Timaru. In the matter of "The Debtors and Creditors Act 1876" and of the Acts amending the same and of the bankruptcy of WILLIAM HUMPHREY of Timaru in the Provincial District of Canterbury in the Colony of N.Z. carpenter a debtor. This is to notify that William Humphrey of Timaru has this day filed a statement that he is unable to meet his engagements with his creditors. The first meeting of creditors to be held at the Court House Timaru on Monday the 17th day of April 1882 at ten o'clock in the forenoon. bbox=[148, 714, 279, 809]
ad-heading: SATURDAY, APRIL 8, 1882. bbox=[854, 67, 947, 76]
signature: J. T. FORD & CO. bbox=[644, 743, 691, 751]
article-text: WILDIE, ALLAN & STUMBLES will Sell at the Washdyke Saleyards, on the above date, 3000 Merino Ewes and Wethers; 100 Cross-bred Sheep; 250 Cross-bred Lambs, a grand lot; 20 Head Store Cattle; 12 Head Fat Cattle, prime; Pigs, &c., &c. bbox=[835, 165, 966, 202]
article-text: ALL PERSONS found trespassing on the Raukapuka Station in pursuit of Game will be prosecuted and dealt with as the law directs. bbox=[285, 142, 417, 164]
article-text: Timaru dep (1.30) (5.0); Washdyke (1.40) (5.10); Seadown (1.52) (5.22); Arowhenua (2.0) (5.30); Temuka arr 2.5 5.35 dep (2.10) (5.40); Winchester arr (2.25) (5.55); Orari arr 2.40 6.10; Rangitata (2.55) (6.25); Hinds arr 3.20 6.50; Ashburton arr 4.0 7.30 dep 4.10 7.40; Christchurch arr 6.52 9.38. bbox=[423, 773, 554, 817]
signature: WM. GUNN, Secretary to Committee. bbox=[460, 112, 554, 120]
ad-heading: From New York. bbox=[324, 655, 378, 665]
article-text: The ships in harbour flew their flags half-mast to-day as a token of respect for the father of Captain Morgan (of the barque Daymond), who died recently in England. The fine weather now experienced enables the work of discharging vessels to be carried on vigorously, the breakwater presenting a very lively appearance this afternoon. bbox=[11, 771, 142, 823]
article-text: STRATHALLAN STREET, TIMARU, HAVE NOW LANDING AND TO ARRIVE Fencing Wire, B.A., Nos. 6 to 10; Barbed Wire; Galvanized Strand Wire; Straining Brackets; Staples, diamond point; Iron Standards punched to gauge; Salt, Fine, Coarse, and Rock; Corrosate; Woolpacks; Seaming Twine; Galvanized Iron; Nails and Washers; Wire Nails, Horseshoes; Oils; Paints; White and Red Lead; Seed Sowers; Seed Drills; Harrows; Cambridge Rollers; Ploughs; Boot Pulpers; Corn Crushers; Chaff Cutters, horse-power and inter mediate; Wines and Spirits; Soda Crystals, &c., &c.; Turnip Seed, all descriptions; Disinfecting Powder; White Powdered Arsenic; General Groceries; Clover Seeds; Mangold and Carrot Seeds; Winnowers; Grass Seed Riddle. bbox=[972, 359, 1103, 468]
ad-heading: CANTERBURY FARMERS' CO-OPERATIVE ASSOCIATION (LIMITED). bbox=[846, 960, 955, 988]
ad-heading: IRONMONGERS, TIMARU. bbox=[303, 938, 399, 948]
signature: W. UPTON, Architect. bbox=[361, 432, 417, 440]
article-text: SATURDAY FIRST being a Holiday, there will be NO SALE at our Horse Bazaar. bbox=[697, 68, 829, 83]
